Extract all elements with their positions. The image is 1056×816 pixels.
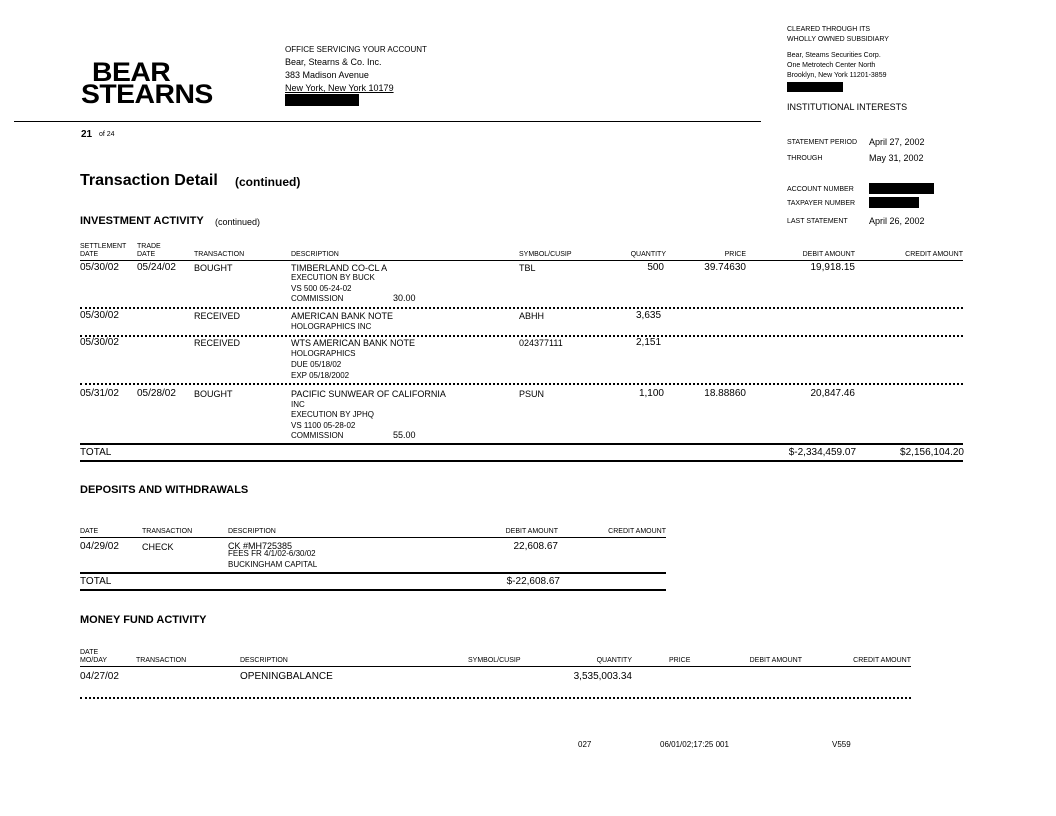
deposit-description-line: CK #MH725385 xyxy=(228,541,293,551)
clearing-line4: One Metrotech Center North xyxy=(787,62,876,69)
footer-timestamp: 06/01/02;17:25 001 xyxy=(660,740,729,749)
institutional-interests: INSTITUTIONAL INTERESTS xyxy=(787,102,908,112)
col-transaction: TRANSACTION xyxy=(142,528,193,535)
quantity: 2,151 xyxy=(636,337,662,348)
account-number-label: ACCOUNT NUMBER xyxy=(787,186,854,193)
description-line: EXECUTION BY JPHQ xyxy=(291,410,374,419)
trade-date: 05/24/02 xyxy=(137,262,176,273)
office-line3: New York, New York 10179 xyxy=(285,83,394,93)
col-description: DESCRIPTION xyxy=(240,657,288,664)
quantity: 3,635 xyxy=(636,310,662,321)
investment-heading: INVESTMENT ACTIVITY xyxy=(80,215,204,227)
description-line: EXECUTION BY BUCK xyxy=(291,273,375,282)
office-label: OFFICE SERVICING YOUR ACCOUNT xyxy=(285,45,427,54)
price: 39.74630 xyxy=(704,262,746,273)
description-line: VS 1100 05-28-02 xyxy=(291,421,356,430)
description-line: EXP 05/18/2002 xyxy=(291,371,350,380)
debit-amount: 20,847.46 xyxy=(810,388,855,399)
settlement-date: 05/30/02 xyxy=(80,337,119,348)
page-title-continued: (continued) xyxy=(235,175,301,189)
deposit-transaction: CHECK xyxy=(142,542,174,552)
transaction-type: BOUGHT xyxy=(194,389,233,399)
total-rule-bottom xyxy=(80,460,963,462)
col-settlement-date: DATE xyxy=(80,251,99,258)
deposits-header-rule xyxy=(80,537,666,538)
total-label: TOTAL xyxy=(80,447,112,458)
money-fund-description: OPENINGBALANCE xyxy=(240,671,333,682)
transaction-type: BOUGHT xyxy=(194,263,233,273)
commission-label: COMMISSION xyxy=(291,294,344,303)
col-date: DATE xyxy=(80,528,99,535)
row-separator xyxy=(80,383,963,385)
price: 18.88860 xyxy=(704,388,746,399)
deposits-total-rule-bottom xyxy=(80,589,666,591)
description-line: PACIFIC SUNWEAR OF CALIFORNIA xyxy=(291,389,446,399)
description-line: HOLOGRAPHICS xyxy=(291,349,356,358)
col-symbol: SYMBOL/CUSIP xyxy=(468,657,521,664)
col-date: DATE xyxy=(80,649,99,656)
bear-stearns-logo-line1: BEAR xyxy=(92,57,171,87)
money-fund-heading: MONEY FUND ACTIVITY xyxy=(80,614,207,626)
redaction-account xyxy=(869,183,934,194)
description-line: DUE 05/18/02 xyxy=(291,360,342,369)
through-value: May 31, 2002 xyxy=(869,153,924,163)
col-debit: DEBIT AMOUNT xyxy=(505,528,558,535)
settlement-date: 05/30/02 xyxy=(80,310,119,321)
col-mo-day: MO/DAY xyxy=(80,657,108,664)
statement-period-value: April 27, 2002 xyxy=(869,137,925,147)
office-line2: 383 Madison Avenue xyxy=(285,70,369,80)
commission-value: 30.00 xyxy=(393,293,416,303)
col-price: PRICE xyxy=(724,251,746,258)
deposits-total-rule-top xyxy=(80,572,666,574)
clearing-line1: CLEARED THROUGH ITS xyxy=(787,26,871,33)
office-line1: Bear, Stearns & Co. Inc. xyxy=(285,57,382,67)
clearing-line5: Brooklyn, New York 11201-3859 xyxy=(787,72,887,79)
col-settlement: SETTLEMENT xyxy=(80,243,127,250)
deposits-heading: DEPOSITS AND WITHDRAWALS xyxy=(80,484,249,496)
symbol: ABHH xyxy=(519,311,545,321)
redaction-taxpayer xyxy=(869,197,919,208)
description-line: VS 500 05-24-02 xyxy=(291,284,352,293)
header-divider xyxy=(14,121,761,122)
description-line: TIMBERLAND CO-CL A xyxy=(291,263,388,273)
page-of: of 24 xyxy=(99,131,115,138)
total-credit: $2,156,104.20 xyxy=(900,447,964,458)
symbol: TBL xyxy=(519,263,536,273)
col-debit: DEBIT AMOUNT xyxy=(802,251,855,258)
col-trade-date: DATE xyxy=(137,251,156,258)
taxpayer-number-label: TAXPAYER NUMBER xyxy=(787,200,856,207)
transaction-type: RECEIVED xyxy=(194,311,241,321)
col-quantity: QUANTITY xyxy=(596,657,632,664)
through-label: THROUGH xyxy=(787,155,823,162)
clearing-line3: Bear, Steams Securities Corp. xyxy=(787,52,881,59)
col-description: DESCRIPTION xyxy=(291,251,339,258)
row-separator xyxy=(80,307,963,309)
description-line: INC xyxy=(291,400,305,409)
deposit-debit: 22,608.67 xyxy=(513,541,558,552)
trade-date: 05/28/02 xyxy=(137,388,176,399)
col-price: PRICE xyxy=(669,657,691,664)
col-quantity: QUANTITY xyxy=(630,251,666,258)
page-title: Transaction Detail xyxy=(80,172,218,189)
quantity: 1,100 xyxy=(638,388,664,399)
col-credit: CREDIT AMOUNT xyxy=(608,528,666,535)
settlement-date: 05/30/02 xyxy=(80,262,119,273)
description-line: WTS AMERICAN BANK NOTE xyxy=(291,338,416,348)
deposit-date: 04/29/02 xyxy=(80,541,119,552)
total-rule-top xyxy=(80,443,963,445)
statement-period-label: STATEMENT PERIOD xyxy=(787,139,858,146)
col-credit: CREDIT AMOUNT xyxy=(905,251,963,258)
last-statement-label: LAST STATEMENT xyxy=(787,218,848,225)
debit-amount: 19,918.15 xyxy=(810,262,855,273)
col-symbol: SYMBOL/CUSIP xyxy=(519,251,572,258)
page-number: 21 xyxy=(81,129,93,140)
bear-stearns-logo-line2: STEARNS xyxy=(81,79,213,109)
symbol: 024377111 xyxy=(519,338,563,348)
money-fund-header-rule xyxy=(80,666,911,667)
last-statement-value: April 26, 2002 xyxy=(869,216,925,226)
settlement-date: 05/31/02 xyxy=(80,388,119,399)
col-credit: CREDIT AMOUNT xyxy=(853,657,911,664)
description-line: AMERICAN BANK NOTE xyxy=(291,311,394,321)
col-debit: DEBIT AMOUNT xyxy=(749,657,802,664)
investment-header-rule xyxy=(80,260,963,261)
row-separator xyxy=(80,697,911,699)
commission-value: 55.00 xyxy=(393,430,416,440)
quantity: 500 xyxy=(647,262,664,273)
clearing-line2: WHOLLY OWNED SUBSIDIARY xyxy=(787,36,889,43)
col-transaction: TRANSACTION xyxy=(194,251,245,258)
col-trade: TRADE xyxy=(137,243,161,250)
redaction-office xyxy=(285,94,359,106)
footer-version: V559 xyxy=(832,740,851,749)
col-transaction: TRANSACTION xyxy=(136,657,187,664)
investment-heading-continued: (continued) xyxy=(215,217,261,227)
money-fund-quantity: 3,535,003.34 xyxy=(573,671,632,682)
symbol: PSUN xyxy=(519,389,545,399)
deposit-description-line: BUCKINGHAM CAPITAL xyxy=(228,560,318,569)
deposit-description-line: FEES FR 4/1/02-6/30/02 xyxy=(228,549,316,558)
total-debit: $-2,334,459.07 xyxy=(788,447,856,458)
money-fund-date: 04/27/02 xyxy=(80,671,119,682)
commission-label: COMMISSION xyxy=(291,431,344,440)
redaction-clearing xyxy=(787,82,843,92)
row-separator xyxy=(80,335,963,337)
transaction-type: RECEIVED xyxy=(194,338,241,348)
footer-code: 027 xyxy=(578,740,592,749)
col-description: DESCRIPTION xyxy=(228,528,276,535)
deposits-total-debit: $-22,608.67 xyxy=(506,576,560,587)
deposits-total-label: TOTAL xyxy=(80,576,112,587)
description-line: HOLOGRAPHICS INC xyxy=(291,322,372,331)
